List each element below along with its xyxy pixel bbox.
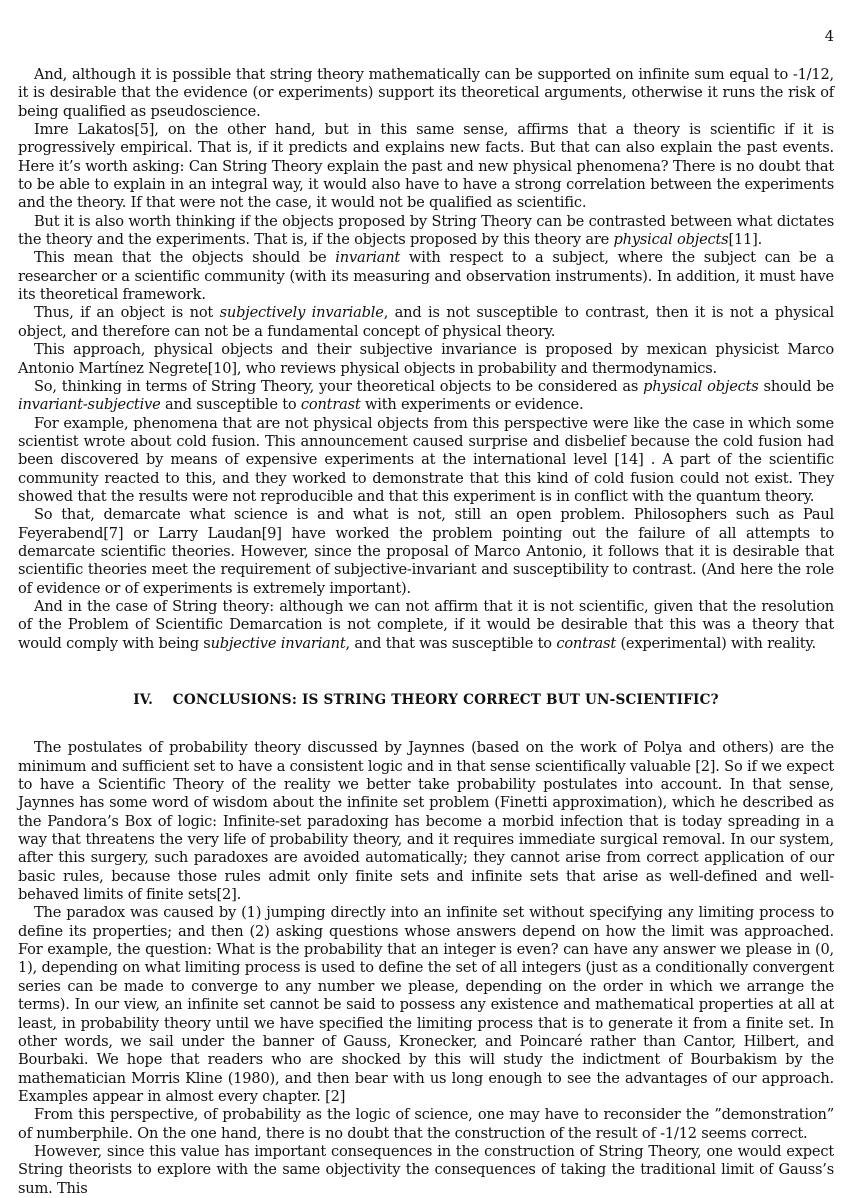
paragraph: For example, phenomena that are not physical objects from this perspective were like the case in which some scientist wrote about cold fusion. This announcement caused surprise and disbelief because the cold fusion had been discovered by means of expensive experiments at the international level [14] . A part of the scientific community reacted to this, and they worked to demonstrate that this kind of cold fusion could not exist. They showed that the results were not reproducible and that this experiment is in conflict with the quantum theory.	[18, 414, 834, 505]
paragraph: And in the case of String theory: although we can not affirm that it is not scientific, given that the resolution of the Problem of Scientific Demarcation is not complete, if it would be desirable that this was a theory that would comply with being subjective invariant, and that was susceptible to contrast (experimental) with reality.	[18, 597, 834, 652]
paragraph: And, although it is possible that string theory mathematically can be supported on infinite sum equal to -1/12, it is desirable that the evidence (or experiments) support its theoretical arguments, otherwise it runs the risk of being qualified as pseudoscience.	[18, 66, 834, 120]
emphasis: subjectively invariable	[219, 304, 384, 322]
emphasis: ubjective invariant	[210, 634, 346, 652]
emphasis: invariant-subjective	[18, 396, 161, 414]
emphasis: physical objects	[643, 377, 759, 395]
paragraph: The paradox was caused by (1) jumping directly into an infinite set without specifying any limiting process to define its properties; and then (2) asking questions whose answers depend on how the limit was approached. For example, the question: What is the probability that an integer is even? can have any answer we please in (0, 1), depending on what limiting process is used to define the set of all integers (just as a conditionally convergent series can be made to converge to any number we please, depending on the order in which we arrange the terms). In our view, an infinite set cannot be said to possess any existence and mathematical properties at all at least, in probability theory until we have specified the limiting process that is to generate it from a finite set. In other words, we sail under the banner of Gauss, Kronecker, and Poincaré rather than Cantor, Hilbert, and Bourbaki. We hope that readers who are shocked by this will study the indictment of Bourbakism by the mathematician Morris Kline (1980), and then bear with us long enough to see the advantages of our approach. Examples appear in almost every chapter. [2]	[18, 904, 834, 1105]
paragraph: This approach, physical objects and their subjective invariance is proposed by mexican physicist Marco Antonio Martínez Negrete[10], who reviews physical objects in probability and thermodynamics.	[18, 341, 834, 377]
paragraph: But it is also worth thinking if the objects proposed by String Theory can be contrasted between what dictates the theory and the experiments. That is, if the objects proposed by this theory are physical objects[11].	[18, 212, 834, 249]
paragraph: However, since this value has important consequences in the construction of String Theory, one would expect String theorists to explore with the same objectivity the consequences of taking the traditional limit of Gauss’s sum. This	[18, 1142, 834, 1197]
paragraph: Thus, if an object is not subjectively invariable, and is not susceptible to contrast, then it is not a physical object, and therefore can not be a fundamental concept of physical theory.	[18, 304, 834, 340]
paragraph: So that, demarcate what science is and what is not, still an open problem. Philosophers such as Paul Feyerabend[7] or Larry Laudan[9] have worked the problem pointing out the failure of all attempts to demarcate scientific theories. However, since the proposal of Marco Antonio, it follows that it is desirable that scientific theories meet the requirement of subjective-invariant and susceptibility to contrast. (And here the role of evidence or of experiments is extremely important).	[18, 506, 834, 597]
page-number: 4	[824, 28, 834, 45]
section-heading: IV. CONCLUSIONS: IS STRING THEORY CORRECT BUT UN-SCIENTIFIC?	[133, 692, 719, 708]
paragraph: From this perspective, of probability as the logic of science, one may have to reconsider the ”demonstration” of numberphile. On the one hand, there is no doubt that the construction of the result of -1/12 seems correct.	[18, 1106, 834, 1142]
emphasis: contrast	[300, 396, 361, 414]
paragraph: Imre Lakatos[5], on the other hand, but in this same sense, affirms that a theory is scientific if it is progressively empirical. That is, if it predicts and explains new facts. But that can also explain the past events. Here it’s worth asking: Can String Theory explain the past and new physical phenomena? There is no doubt that to be able to explain in an integral way, it would also have to have a strong correlation between the experiments and the theory. If that were not the case, it would not be qualified as scientific.	[18, 121, 834, 212]
emphasis: physical objects	[613, 231, 729, 249]
paragraph: The postulates of probability theory discussed by Jaynnes (based on the work of Polya and others) are the minimum and sufficient set to have a consistent logic and in that sense scientifically valuable [2]. So if we expect to have a Scientific Theory of the reality we better take probability postulates into account. In that sense, Jaynnes has some word of wisdom about the infinite set problem (Finetti approximation), which he described as the Pandora’s Box of logic: Infinite-set paradoxing has become a morbid infection that is today spreading in a way that threatens the very life of probability theory, and it requires immediate surgical removal. In our system, after this surgery, such paradoxes are avoided automatically; they cannot arise from correct application of our basic rules, because those rules admit only finite sets and infinite sets that arise as well-defined and well-behaved limits of finite sets[2].	[18, 739, 834, 904]
paragraph: So, thinking in terms of String Theory, your theoretical objects to be considered as physical objects should be invariant-subjective and susceptible to contrast with experiments or evidence.	[18, 377, 834, 414]
body-text	[18, 66, 834, 1198]
paragraph: This mean that the objects should be invariant with respect to a subject, where the subject can be a researcher or a scientific community (with its measuring and observation instruments). In addition, it must have its theoretical framework.	[18, 249, 834, 304]
emphasis: invariant	[335, 249, 401, 267]
emphasis: contrast	[556, 634, 616, 652]
